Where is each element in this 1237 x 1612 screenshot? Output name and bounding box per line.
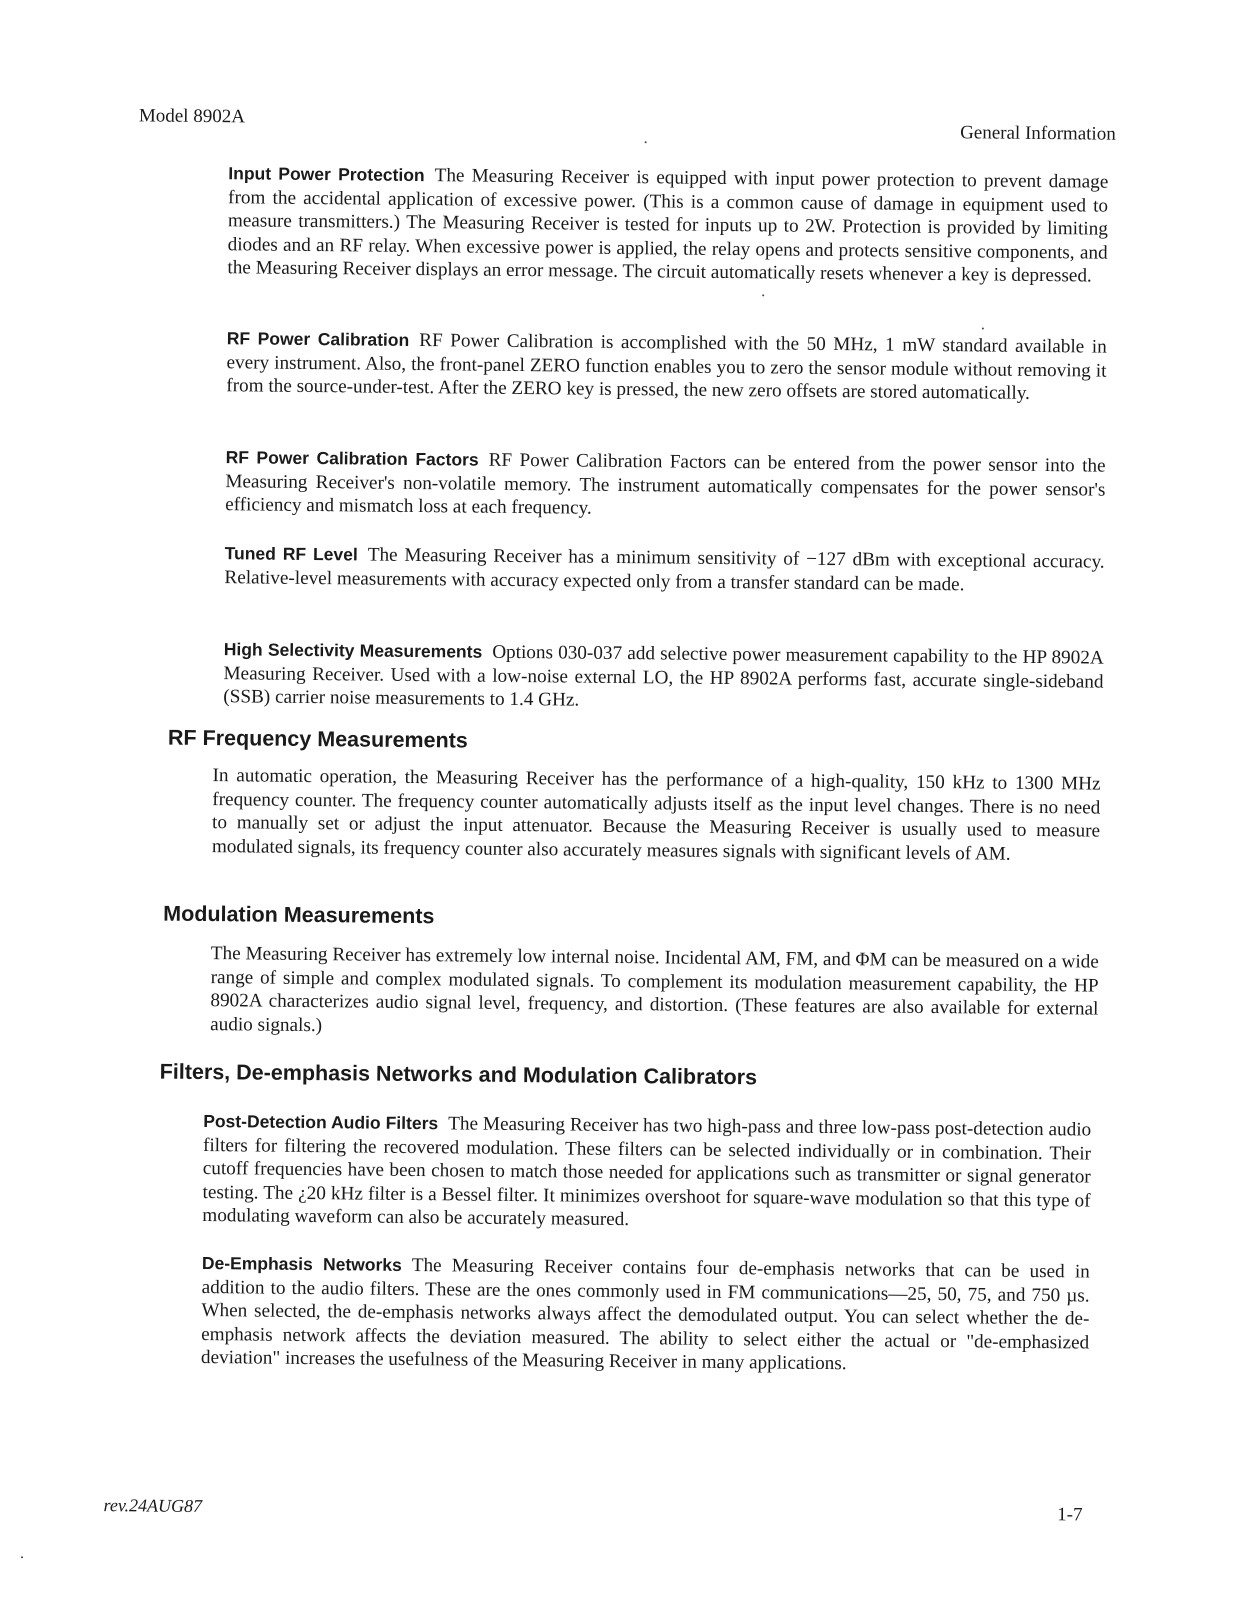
paragraph-text: RF Power Calibration Factors can be entered from the power sensor into the Measuring Receiver's non-volatile memory. The instrument automatically compensates for the power sensor's efficiency and mismatch loss at each frequency.	[225, 449, 1106, 519]
paragraph-text: The Measuring Receiver has two high-pass and three low-pass post-detection audio filters for filtering the recovered modulation. These filters can be selected individually or in combination. Their cutoff frequencies have been chosen to match those needed for applications such as transmitter or signal generator testing. The ¿20 kHz filter is a Bessel filter. It minimizes overshoot for square-wave modulation so that this type of modulating waveform can also be accurately measured.	[202, 1113, 1092, 1231]
runin-heading: Tuned RF Level	[224, 543, 358, 565]
paragraph-text: The Measuring Receiver is equipped with input power protection to prevent damage from the accidental application of excessive power. (This is a common cause of damage in equipment used to measure transmitters.) The Measuring Receiver is tested for inputs up to 2W. Protection is provided by limiting diodes and an RF relay. When excessive power is applied, the relay opens and protects sensitive components, and the Measuring Receiver displays an error message. The circuit automatically resets whenever a key is depressed.	[227, 165, 1109, 287]
paragraph-text: RF Power Calibration is accomplished with the 50 MHz, 1 mW standard available in every instrument. Also, the front-panel ZERO function enables you to zero the sensor module without removing it from the source-under-test. After the ZERO key is pressed, the new zero offsets are stored automatically.	[226, 330, 1107, 404]
scan-speck	[982, 327, 984, 329]
paragraph-post-detection-filters	[202, 1110, 1091, 1236]
runin-heading: Post-Detection Audio Filters	[203, 1111, 439, 1134]
paragraph-de-emphasis	[201, 1252, 1090, 1378]
runin-heading: High Selectivity Measurements	[223, 639, 483, 662]
runin-heading: De-Emphasis Networks	[201, 1252, 402, 1275]
paragraph-high-selectivity	[223, 638, 1104, 717]
paragraph-rf-frequency: In automatic operation, the Measuring Receiver has the performance of a high-quality, 150 kHz to 1300 MHz frequency counter. The frequency counter automatically adjusts itself as the input level changes. There is no need to manually set or adjust the input attenuator. Because the Measuring Receiver is usually used to measure modulated signals, its frequency counter also accurately measures signals with significant levels of AM.	[211, 765, 1101, 865]
paragraph-rf-power-calibration	[226, 327, 1107, 406]
paragraph-modulation: The Measuring Receiver has extremely low internal noise. Incidental AM, FM, and ΦM can be measured on a wide range of simple and complex modulated signals. To complement its modulation measurement capability, the HP 8902A characterizes audio signal level, frequency, and distortion. (These features are also available for external audio signals.)	[210, 943, 1099, 1036]
section-title-modulation: Modulation Measurements	[163, 901, 435, 929]
paragraph-text: The Measuring Receiver contains four de-emphasis networks that can be used in addition to the audio filters. These are the ones commonly used in FM communications—25, 50, 75, and 750 µs. When selected, the de-emphasis networks always affect the demodulated output. You can select whether the de-emphasis network affects the deviation measured. The ability to select either the actual or "de-emphasized deviation" increases the usefulness of the Measuring Receiver in many applications.	[200, 1255, 1090, 1375]
runin-heading: RF Power Calibration	[226, 328, 410, 350]
runin-heading: Input Power Protection	[228, 163, 425, 186]
header-section: General Information	[960, 122, 1116, 145]
paragraph-input-power-protection	[227, 162, 1108, 288]
header-model: Model 8902A	[138, 105, 246, 128]
paragraph-text: Options 030-037 add selective power measurement capability to the HP 8902A Measuring Receiver. Used with a low-noise external LO, the HP 8902A performs fast, accurate single-sideband (SSB) carrier noise measurements to 1.4 GHz.	[223, 641, 1104, 711]
paragraph-text: The Measuring Receiver has a minimum sensitivity of −127 dBm with exceptional accuracy. Relative-level measurements with accuracy expected only from a transfer standard can be made.	[224, 544, 1105, 595]
scan-speck	[21, 1556, 23, 1558]
scan-speck	[645, 141, 647, 143]
paragraph-rf-power-calibration-factors	[225, 446, 1106, 525]
runin-heading: RF Power Calibration Factors	[225, 447, 479, 470]
scan-speck	[762, 294, 764, 296]
section-title-rf-frequency: RF Frequency Measurements	[167, 725, 468, 753]
footer-revision: rev.24AUG87	[103, 1495, 203, 1517]
paragraph-tuned-rf-level	[224, 542, 1104, 597]
section-title-filters: Filters, De-emphasis Networks and Modulation Calibrators	[159, 1059, 758, 1090]
footer-page-number: 1-7	[1057, 1504, 1083, 1526]
